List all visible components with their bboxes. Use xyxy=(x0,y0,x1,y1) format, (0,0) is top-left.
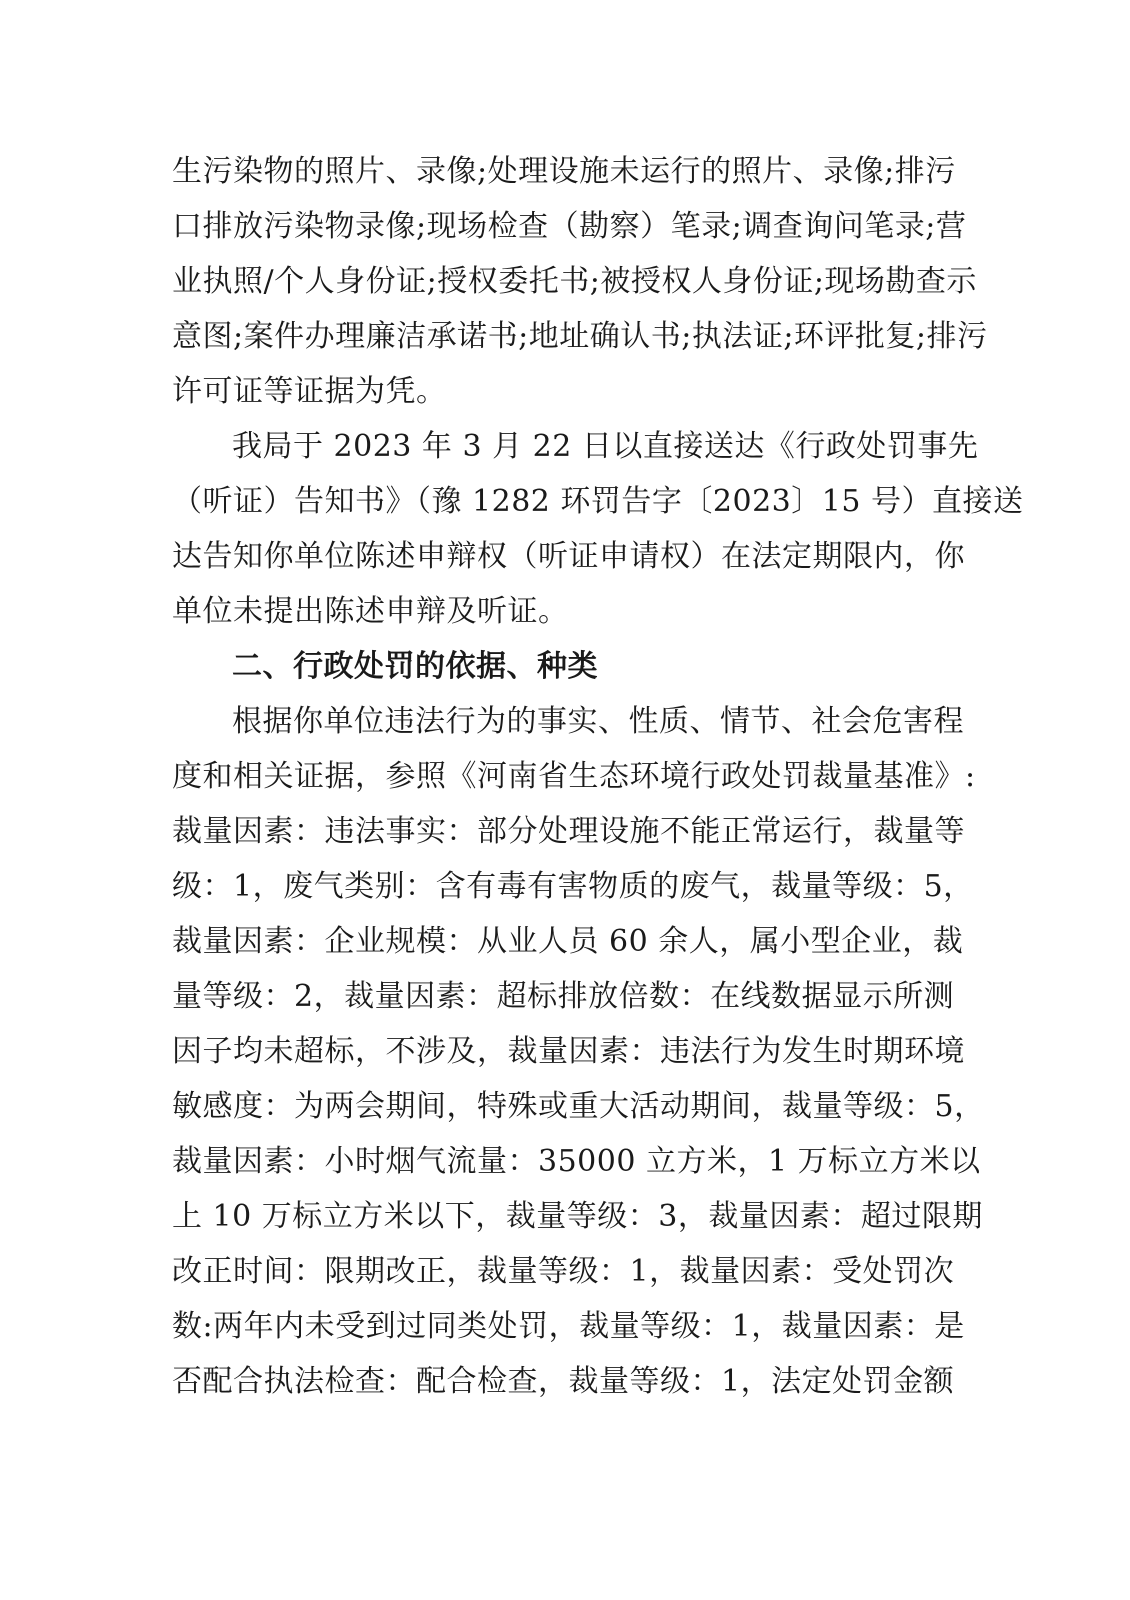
text-line: 量等级：2，裁量因素：超标排放倍数：在线数据显示所测 xyxy=(172,979,955,1014)
paragraph-first-line: 根据你单位违法行为的事实、性质、情节、社会危害程 xyxy=(232,704,964,739)
text-line: 单位未提出陈述申辩及听证。 xyxy=(172,594,569,629)
text-line: 裁量因素：小时烟气流量：35000 立方米，1 万标立方米以 xyxy=(172,1144,981,1179)
text-line: 敏感度：为两会期间，特殊或重大活动期间，裁量等级：5， xyxy=(172,1089,985,1124)
text-line: 改正时间：限期改正，裁量等级：1，裁量因素：受处罚次 xyxy=(172,1254,955,1289)
section-heading: 二、行政处罚的依据、种类 xyxy=(232,649,598,684)
text-line: 达告知你单位陈述申辩权（听证申请权）在法定期限内，你 xyxy=(172,539,965,574)
text-line: 上 10 万标立方米以下，裁量等级：3，裁量因素：超过限期 xyxy=(172,1199,983,1234)
text-line: 裁量因素：违法事实：部分处理设施不能正常运行，裁量等 xyxy=(172,814,965,849)
text-line: 因子均未超标，不涉及，裁量因素：违法行为发生时期环境 xyxy=(172,1034,965,1069)
text-line: 度和相关证据，参照《河南省生态环境行政处罚裁量基准》: xyxy=(172,759,976,794)
text-line: 意图;案件办理廉洁承诺书;地址确认书;执法证;环评批复;排污 xyxy=(172,319,988,354)
text-line: （听证）告知书》（豫 1282 环罚告字〔2023〕15 号）直接送 xyxy=(172,484,1024,519)
text-line: 许可证等证据为凭。 xyxy=(172,374,447,409)
text-line: 数:两年内未受到过同类处罚，裁量等级：1，裁量因素：是 xyxy=(172,1309,965,1344)
text-line: 业执照/个人身份证;授权委托书;被授权人身份证;现场勘查示 xyxy=(172,264,977,299)
paragraph-first-line: 我局于 2023 年 3 月 22 日以直接送达《行政处罚事先 xyxy=(232,429,979,464)
text-line: 口排放污染物录像;现场检查（勘察）笔录;调查询问笔录;营 xyxy=(172,209,967,244)
text-line: 裁量因素：企业规模：从业人员 60 余人，属小型企业，裁 xyxy=(172,924,964,959)
text-line: 级：1，废气类别：含有毒有害物质的废气，裁量等级：5， xyxy=(172,869,974,904)
text-line: 否配合执法检查：配合检查，裁量等级：1，法定处罚金额 xyxy=(172,1364,955,1399)
text-line: 生污染物的照片、录像;处理设施未运行的照片、录像;排污 xyxy=(172,154,956,189)
